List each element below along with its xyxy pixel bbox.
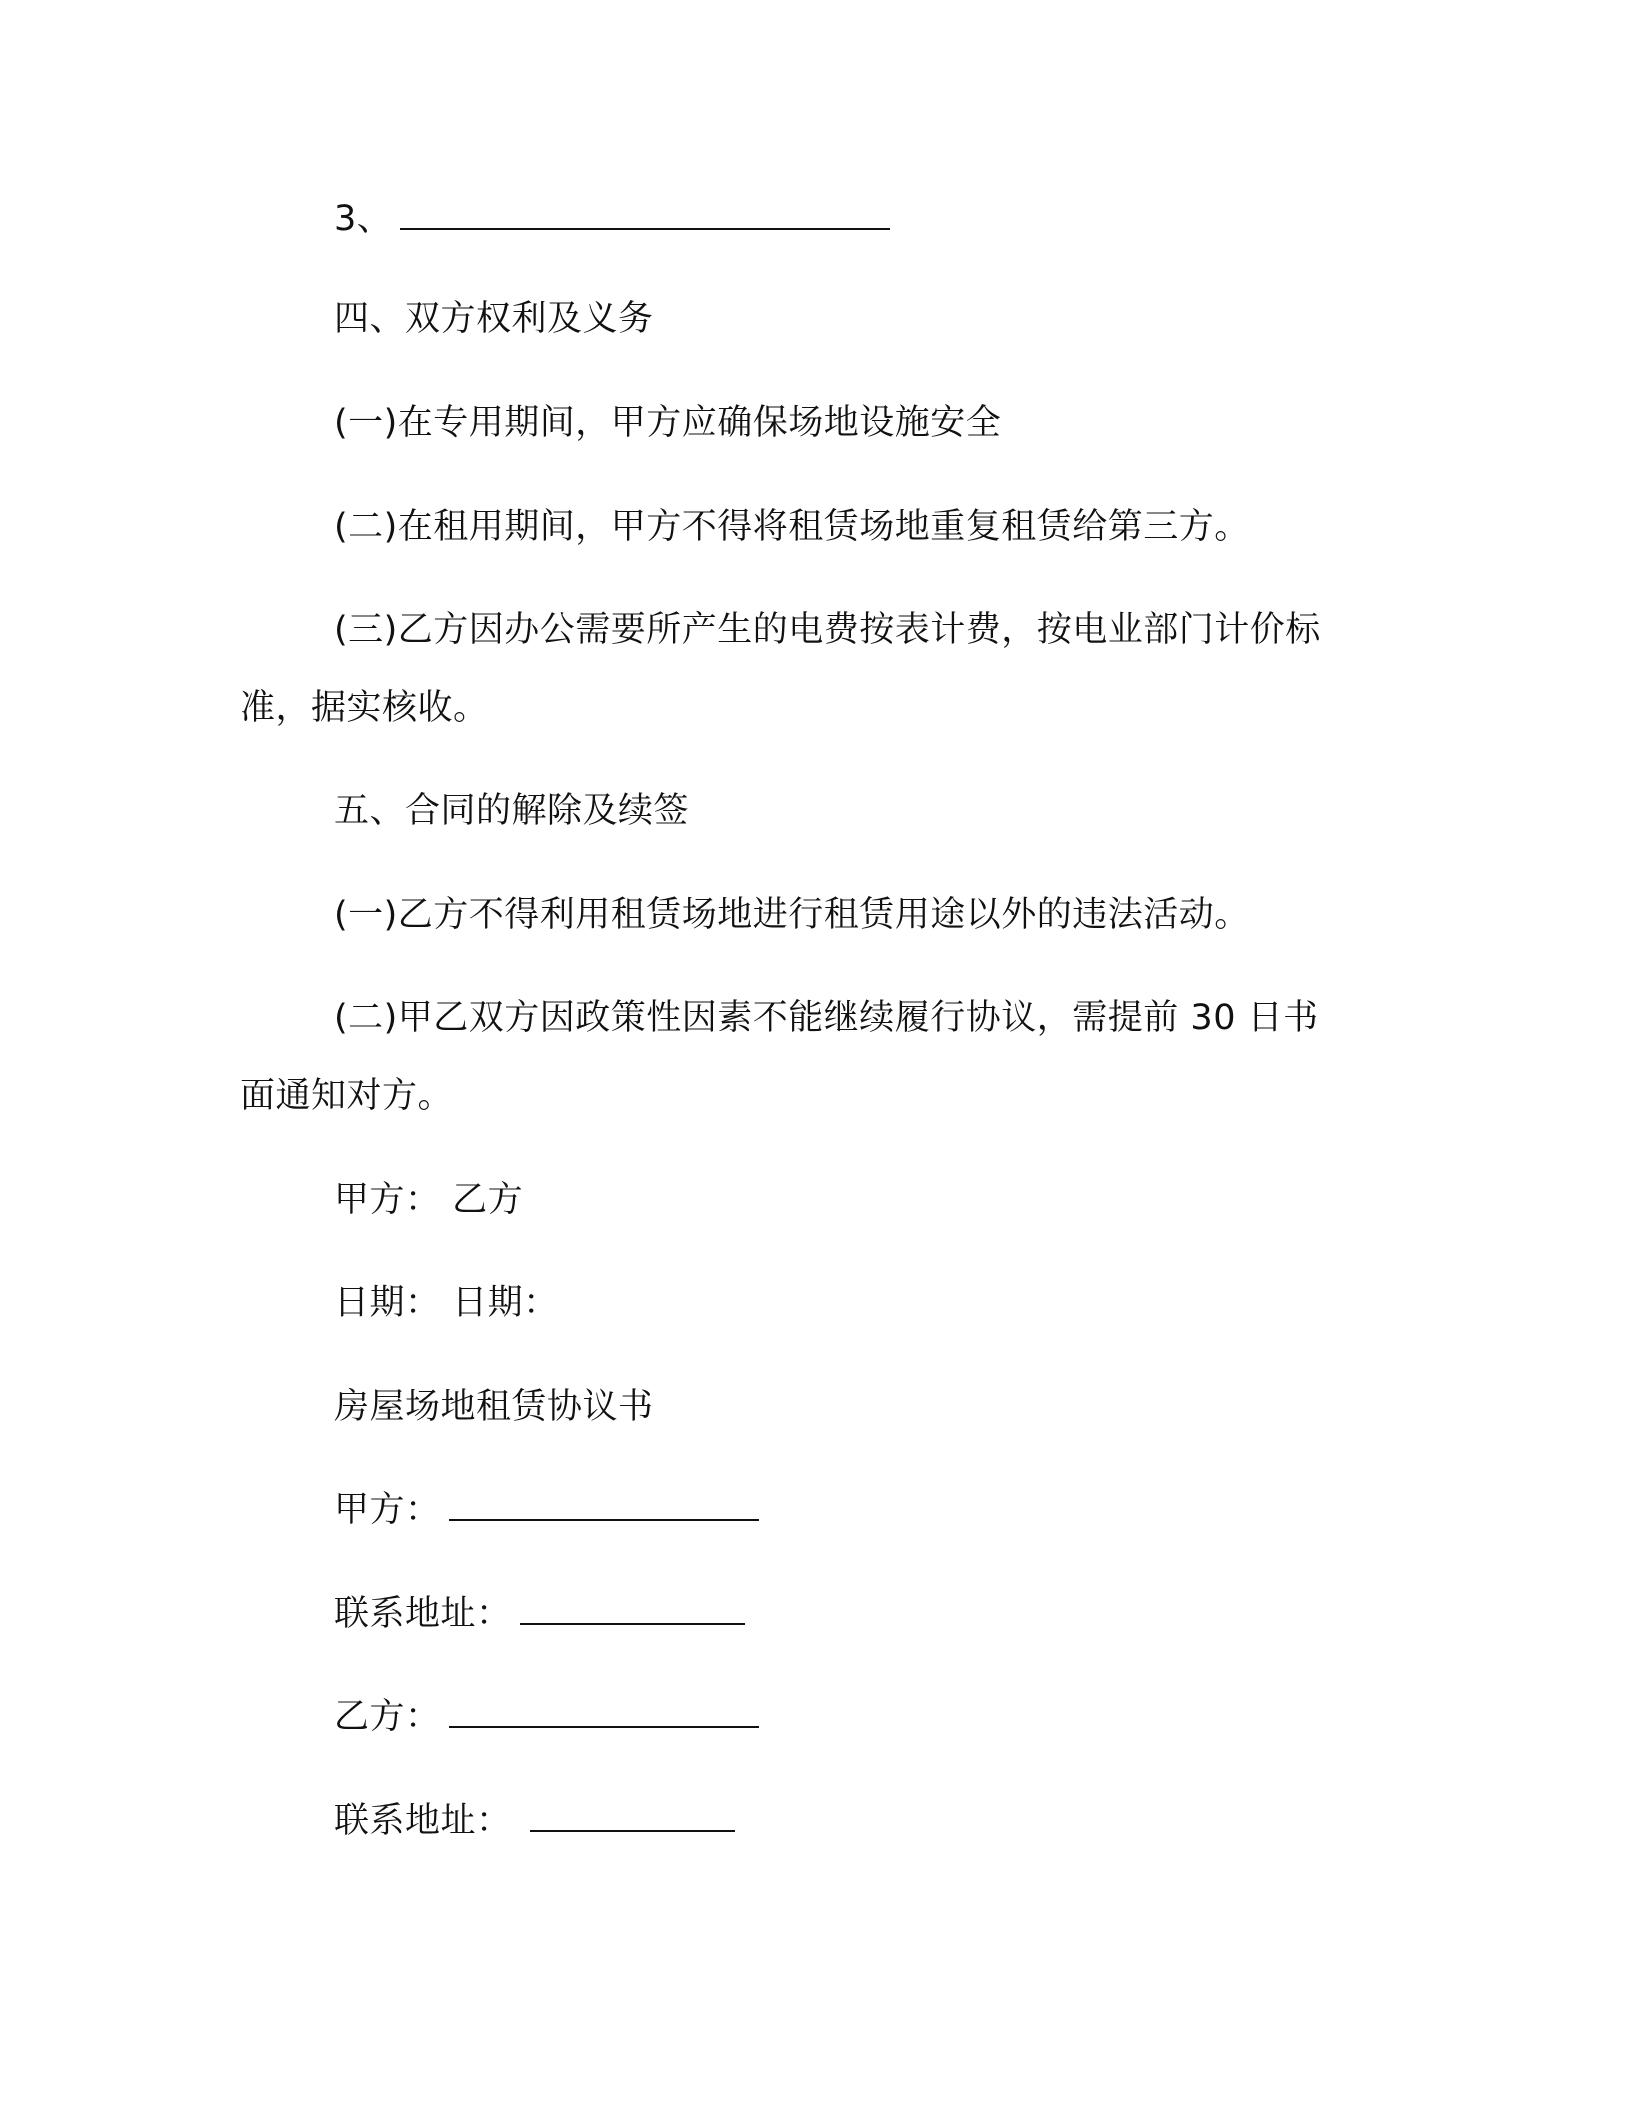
party-a-blank[interactable]	[449, 1489, 759, 1521]
address-b-blank[interactable]	[530, 1800, 735, 1832]
section-4-paragraph-2: (二)在租用期间，甲方不得将租赁场地重复租赁给第三方。	[334, 507, 1250, 547]
party-a-line	[334, 1488, 759, 1532]
item-3-blank[interactable]	[400, 198, 890, 230]
section-5-paragraph-2-line-2: 面通知对方。	[240, 1076, 454, 1116]
section-4-paragraph-1: (一)在专用期间，甲方应确保场地设施安全	[334, 403, 1002, 443]
signature-dates: 日期： 日期：	[334, 1283, 559, 1323]
address-a-line	[334, 1592, 745, 1636]
address-a-blank[interactable]	[520, 1593, 745, 1625]
address-a-label: 联系地址：	[334, 1594, 512, 1634]
section-5-paragraph-2-line-1: (二)甲乙双方因政策性因素不能继续履行协议，需提前 30 日书	[334, 998, 1319, 1038]
party-a-label: 甲方：	[334, 1490, 441, 1530]
section-5-paragraph-1: (一)乙方不得利用租赁场地进行租赁用途以外的违法活动。	[334, 895, 1250, 935]
section-4-heading: 四、双方权利及义务	[334, 299, 654, 339]
signature-parties: 甲方： 乙方	[334, 1180, 524, 1220]
item-3-line	[334, 197, 890, 241]
item-3-label: 3、	[334, 199, 393, 239]
party-b-label: 乙方：	[334, 1697, 441, 1737]
address-b-line	[334, 1799, 735, 1843]
section-4-paragraph-3-line-1: (三)乙方因办公需要所产生的电费按表计费，按电业部门计价标	[334, 610, 1321, 650]
address-b-label: 联系地址：	[334, 1801, 512, 1841]
party-b-blank[interactable]	[449, 1696, 759, 1728]
section-5-heading: 五、合同的解除及续签	[334, 791, 690, 831]
party-b-line	[334, 1695, 759, 1739]
section-4-paragraph-3-line-2: 准，据实核收。	[240, 688, 489, 728]
second-agreement-title: 房屋场地租赁协议书	[334, 1387, 654, 1427]
